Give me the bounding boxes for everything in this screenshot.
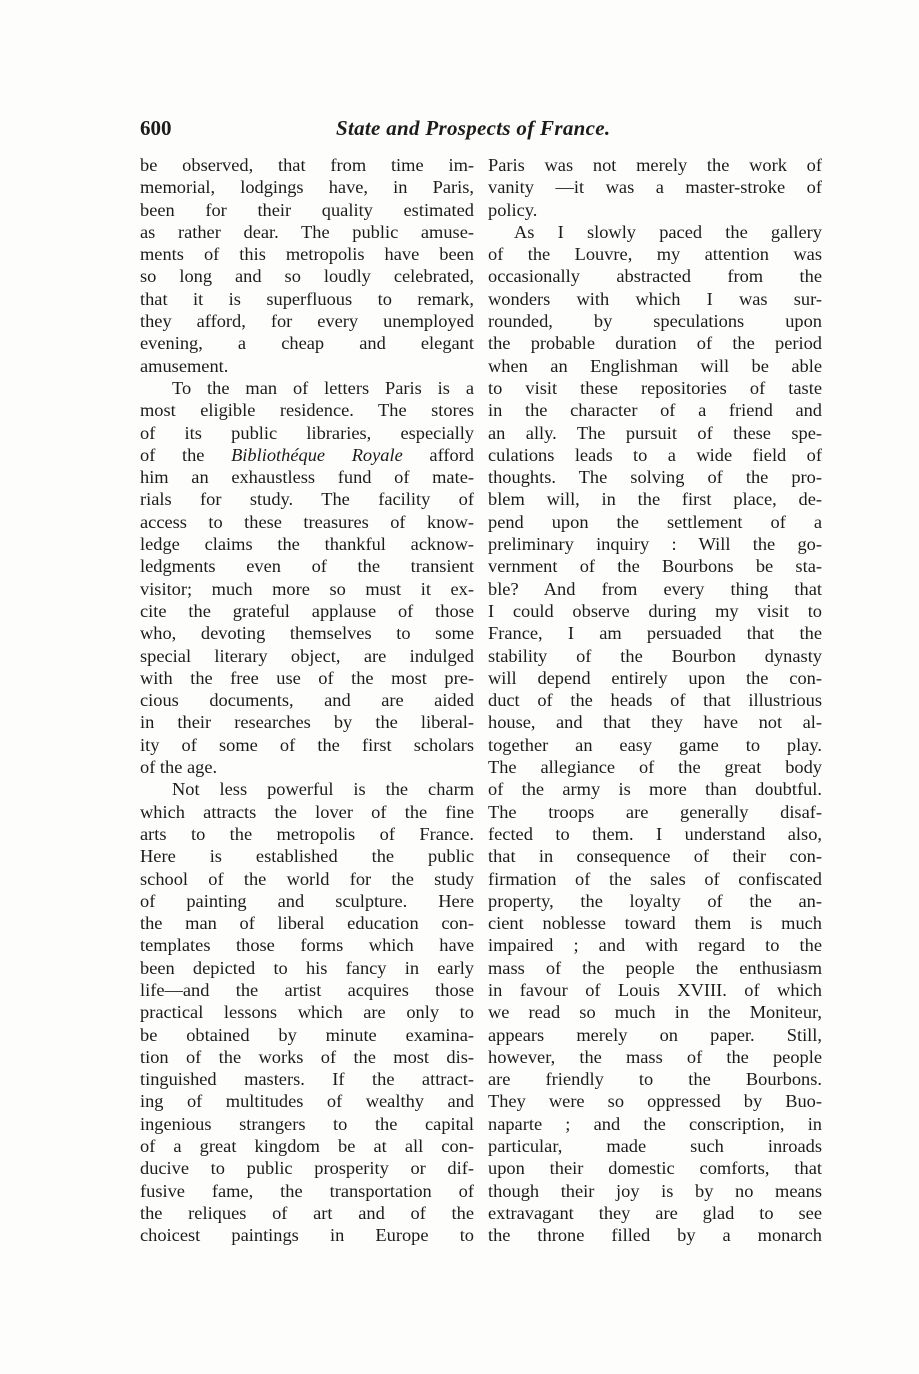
text-line: Not less powerful is the charm [172, 779, 474, 800]
text-line: thoughts. The solving of the pro- [488, 467, 822, 488]
text-line: of the army is more than doubtful. [488, 779, 822, 800]
text-line: are friendly to the Bourbons. [488, 1069, 822, 1090]
text-line: cient noblesse toward them is much [488, 913, 822, 934]
text-line: mass of the people the enthusiasm [488, 957, 822, 978]
text-line: with the free use of the most pre- [140, 667, 474, 688]
text-line: been for their quality estimated [140, 199, 474, 220]
text-line: arts to the metropolis of France. [140, 823, 474, 844]
running-title: State and Prospects of France. [336, 116, 611, 140]
text-line: rials for study. The facility of [140, 489, 474, 510]
text-line: practical lessons which are only to [140, 1002, 474, 1023]
text-line: ledgments even of the transient [140, 556, 474, 577]
text-line: The allegiance of the great body [488, 757, 822, 778]
text-line: that it is superfluous to remark, [140, 288, 474, 309]
text-line: vanity —it was a master-stroke of [488, 177, 822, 198]
text-line: most eligible residence. The stores [140, 400, 474, 421]
text-line: impaired ; and with regard to the [488, 935, 822, 956]
text-line: we read so much in the Moniteur, [488, 1002, 822, 1023]
text-line: vernment of the Bourbons be sta- [488, 556, 822, 577]
text-line: stability of the Bourbon dynasty [488, 645, 822, 666]
text-line: memorial, lodgings have, in Paris, [140, 177, 474, 198]
text-line: an ally. The pursuit of these spe- [488, 422, 822, 443]
text-line: as rather dear. The public amuse- [140, 221, 474, 242]
text-line: Paris was not merely the work of [488, 155, 822, 175]
text-line: upon their domestic comforts, that [488, 1158, 822, 1179]
text-line: in their researches by the liberal- [140, 712, 474, 733]
text-line: ledge claims the thankful acknow- [140, 534, 474, 555]
text-line: the reliques of art and of the [140, 1202, 474, 1223]
text-line: be observed, that from time im- [140, 155, 474, 175]
text-line: access to these treasures of know- [140, 511, 474, 532]
text-line: of the Bibliothéque Royale afford [140, 444, 474, 465]
text-line: been depicted to his fancy in early [140, 957, 474, 978]
text-line: They were so oppressed by Buo- [488, 1091, 822, 1112]
text-line: school of the world for the study [140, 868, 474, 889]
text-line: however, the mass of the people [488, 1046, 822, 1067]
text-line: wonders with which I was sur- [488, 288, 822, 309]
text-line: policy. [488, 199, 538, 220]
text-line: special literary object, are indulged [140, 645, 474, 666]
text-line: in the character of a friend and [488, 400, 822, 421]
text-line: life—and the artist acquires those [140, 979, 474, 1000]
text-line: though their joy is by no means [488, 1180, 822, 1201]
text-line: France, I am persuaded that the [488, 623, 822, 644]
text-line: so long and so loudly celebrated, [140, 266, 474, 287]
text-line: templates those forms which have [140, 935, 474, 956]
text-line: cious documents, and are aided [140, 690, 474, 711]
text-line: extravagant they are glad to see [488, 1202, 822, 1223]
text-line: cite the grateful applause of those [140, 600, 474, 621]
page-header [140, 116, 820, 146]
text-line: when an Englishman will be able [488, 355, 822, 376]
text-line: ments of this metropolis have been [140, 244, 474, 265]
text-line: ing of multitudes of wealthy and [140, 1091, 474, 1112]
left-text-column [140, 154, 474, 1247]
right-text-column [488, 154, 822, 1247]
text-line: which attracts the lover of the fine [140, 801, 474, 822]
text-line: the throne filled by a monarch [488, 1225, 822, 1246]
text-line: tion of the works of the most dis- [140, 1046, 474, 1067]
text-line: of its public libraries, especially [140, 422, 474, 443]
text-line: the man of liberal education con- [140, 913, 474, 934]
text-line: of the age. [140, 757, 218, 778]
text-line: appears merely on paper. Still, [488, 1024, 822, 1045]
text-line: ducive to public prosperity or dif- [140, 1158, 474, 1179]
text-line: visitor; much more so must it ex- [140, 578, 474, 599]
text-line: property, the loyalty of the an- [488, 890, 822, 911]
text-line: in favour of Louis XVIII. of which [488, 979, 822, 1000]
text-line: evening, a cheap and elegant [140, 333, 474, 354]
text-line: they afford, for every unemployed [140, 311, 474, 332]
text-line: of a great kingdom be at all con- [140, 1136, 474, 1157]
text-line: ble? And from every thing that [488, 578, 822, 599]
text-line: blem will, in the first place, de- [488, 489, 822, 510]
text-line: As I slowly paced the gallery [514, 221, 822, 242]
text-line: duct of the heads of that illustrious [488, 690, 822, 711]
text-line: particular, made such inroads [488, 1136, 822, 1157]
text-line: together an easy game to play. [488, 734, 822, 755]
text-line: To the man of letters Paris is a [172, 377, 474, 398]
text-line: firmation of the sales of confiscated [488, 868, 822, 889]
text-line: rounded, by speculations upon [488, 311, 822, 332]
text-line: house, and that they have not al- [488, 712, 822, 733]
text-line: tinguished masters. If the attract- [140, 1069, 474, 1090]
text-line: to visit these repositories of taste [488, 377, 822, 398]
text-line: preliminary inquiry : Will the go- [488, 534, 822, 555]
text-line: amusement. [140, 355, 229, 376]
italic-title: Bibliothéque Royale [231, 444, 403, 465]
text-line: ingenious strangers to the capital [140, 1113, 474, 1134]
text-line: of painting and sculpture. Here [140, 890, 474, 911]
text-line: fected to them. I understand also, [488, 823, 822, 844]
text-line: pend upon the settlement of a [488, 511, 822, 532]
text-line: ity of some of the first scholars [140, 734, 474, 755]
text-line: the probable duration of the period [488, 333, 822, 354]
text-line: choicest paintings in Europe to [140, 1225, 474, 1246]
text-line: of the Louvre, my attention was [488, 244, 822, 265]
text-line: occasionally abstracted from the [488, 266, 822, 287]
page-number: 600 [140, 116, 172, 140]
text-line: him an exhaustless fund of mate- [140, 467, 474, 488]
text-line: culations leads to a wide field of [488, 444, 822, 465]
text-line: fusive fame, the transportation of [140, 1180, 474, 1201]
text-line: will depend entirely upon the con- [488, 667, 822, 688]
text-line: Here is established the public [140, 846, 474, 867]
text-line: be obtained by minute examina- [140, 1024, 474, 1045]
text-line: The troops are generally disaf- [488, 801, 822, 822]
text-line: naparte ; and the conscription, in [488, 1113, 822, 1134]
text-line: that in consequence of their con- [488, 846, 822, 867]
text-line: I could observe during my visit to [488, 600, 822, 621]
text-line: who, devoting themselves to some [140, 623, 474, 644]
